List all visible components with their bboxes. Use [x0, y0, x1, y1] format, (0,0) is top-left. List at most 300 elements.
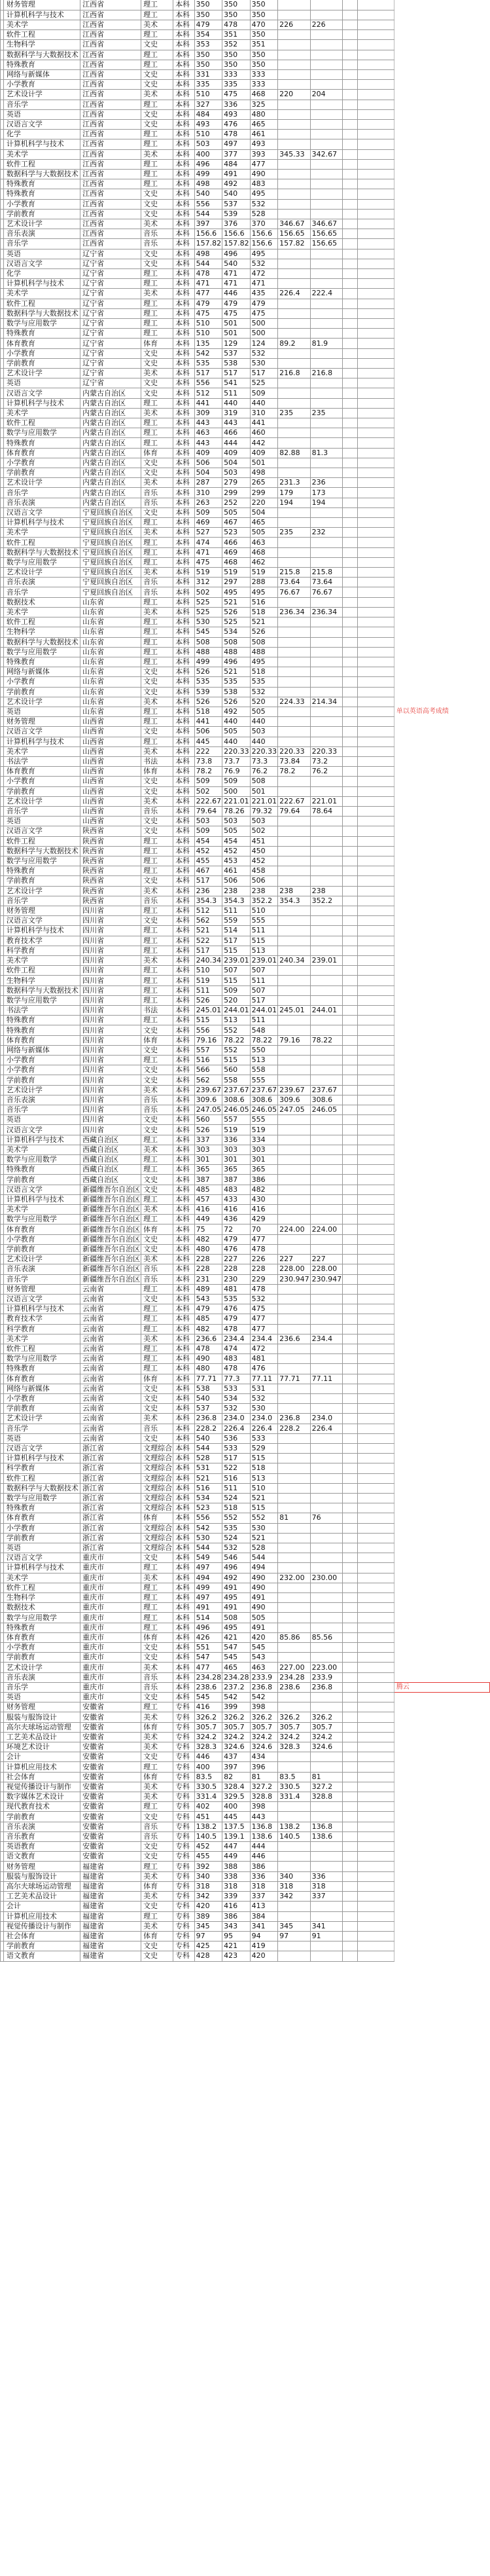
min-score-cell[interactable]: 156.6: [250, 229, 278, 239]
note-cell[interactable]: [394, 1812, 489, 1822]
province-cell[interactable]: 陕西省: [80, 856, 141, 866]
subject-cell[interactable]: 体育: [141, 1772, 173, 1782]
province-cell[interactable]: 四川省: [80, 1056, 141, 1065]
max-score-cell[interactable]: 446: [194, 1752, 222, 1762]
max-score-cell[interactable]: 525: [194, 597, 222, 607]
pro-max-score-cell[interactable]: [278, 1862, 311, 1871]
pro-min-score-cell[interactable]: [310, 119, 343, 129]
major-cell[interactable]: 音乐表演: [3, 1822, 80, 1831]
max-score-cell[interactable]: 350: [194, 0, 222, 10]
empty-cell[interactable]: [343, 1414, 358, 1424]
subject-cell[interactable]: 理工: [141, 1165, 173, 1175]
empty-cell[interactable]: [343, 308, 358, 318]
level-cell[interactable]: 本科: [173, 528, 195, 538]
major-cell[interactable]: 艺术设计学: [3, 1085, 80, 1095]
empty-cell[interactable]: [343, 458, 358, 468]
empty-cell[interactable]: [358, 717, 394, 727]
empty-cell[interactable]: [343, 299, 358, 308]
province-cell[interactable]: 福建省: [80, 1911, 141, 1921]
max-score-cell[interactable]: 354.3: [194, 896, 222, 906]
province-cell[interactable]: 浙江省: [80, 1493, 141, 1503]
pro-max-score-cell[interactable]: [278, 1433, 311, 1443]
pro-max-score-cell[interactable]: [278, 209, 311, 219]
major-cell[interactable]: 环境艺术设计: [3, 1742, 80, 1752]
pro-max-score-cell[interactable]: [278, 100, 311, 109]
empty-cell[interactable]: [358, 308, 394, 318]
major-cell[interactable]: 音乐学: [3, 1682, 80, 1692]
major-cell[interactable]: 化学: [3, 130, 80, 139]
province-cell[interactable]: 新疆维吾尔自治区: [80, 1215, 141, 1224]
min-score-cell[interactable]: 531: [250, 1384, 278, 1393]
min-score-cell[interactable]: 416: [250, 1205, 278, 1215]
note-cell[interactable]: [394, 1284, 489, 1294]
note-cell[interactable]: [394, 727, 489, 737]
empty-cell[interactable]: [358, 737, 394, 746]
major-cell[interactable]: 书法学: [3, 1006, 80, 1016]
major-cell[interactable]: 科学教育: [3, 1324, 80, 1334]
max-score-cell[interactable]: 402: [194, 1802, 222, 1812]
empty-cell[interactable]: [358, 1553, 394, 1563]
subject-cell[interactable]: 文史: [141, 786, 173, 796]
level-cell[interactable]: 本科: [173, 667, 195, 677]
subject-cell[interactable]: 文史: [141, 1075, 173, 1085]
major-cell[interactable]: 生物科学: [3, 40, 80, 50]
major-cell[interactable]: 艺术设计学: [3, 369, 80, 378]
avg-score-cell[interactable]: 483: [222, 1354, 251, 1364]
min-score-cell[interactable]: 136.8: [250, 1822, 278, 1831]
avg-score-cell[interactable]: 230: [222, 1274, 251, 1284]
subject-cell[interactable]: 音乐: [141, 1822, 173, 1831]
empty-cell[interactable]: [358, 906, 394, 915]
note-cell[interactable]: [394, 1344, 489, 1353]
pro-min-score-cell[interactable]: [310, 50, 343, 60]
empty-cell[interactable]: [343, 1902, 358, 1911]
province-cell[interactable]: 江西省: [80, 0, 141, 10]
empty-cell[interactable]: [358, 1454, 394, 1463]
province-cell[interactable]: 宁夏回族自治区: [80, 538, 141, 547]
pro-min-score-cell[interactable]: 215.8: [310, 568, 343, 578]
subject-cell[interactable]: 理工: [141, 1344, 173, 1353]
empty-cell[interactable]: [343, 518, 358, 528]
level-cell[interactable]: 本科: [173, 627, 195, 637]
empty-cell[interactable]: [343, 1433, 358, 1443]
province-cell[interactable]: 重庆市: [80, 1672, 141, 1682]
province-cell[interactable]: 浙江省: [80, 1523, 141, 1533]
note-cell[interactable]: [394, 1035, 489, 1045]
pro-max-score-cell[interactable]: 227: [278, 1255, 311, 1264]
min-score-cell[interactable]: 518: [250, 1463, 278, 1473]
min-score-cell[interactable]: 521: [250, 1533, 278, 1543]
min-score-cell[interactable]: 495: [250, 587, 278, 597]
level-cell[interactable]: 本科: [173, 936, 195, 946]
level-cell[interactable]: 本科: [173, 1443, 195, 1453]
empty-cell[interactable]: [358, 637, 394, 647]
subject-cell[interactable]: 文史: [141, 1951, 173, 1961]
max-score-cell[interactable]: 228: [194, 1264, 222, 1274]
subject-cell[interactable]: 文理综合: [141, 1463, 173, 1473]
max-score-cell[interactable]: 510: [194, 329, 222, 339]
province-cell[interactable]: 安徽省: [80, 1802, 141, 1812]
subject-cell[interactable]: 文史: [141, 1752, 173, 1762]
pro-max-score-cell[interactable]: 79.16: [278, 1035, 311, 1045]
empty-cell[interactable]: [343, 826, 358, 836]
pro-max-score-cell[interactable]: [278, 617, 311, 627]
major-cell[interactable]: 特殊教育: [3, 179, 80, 189]
subject-cell[interactable]: 音乐: [141, 1264, 173, 1274]
note-cell[interactable]: [394, 1503, 489, 1513]
pro-min-score-cell[interactable]: 216.8: [310, 369, 343, 378]
level-cell[interactable]: 本科: [173, 946, 195, 955]
pro-max-score-cell[interactable]: [278, 458, 311, 468]
max-score-cell[interactable]: 479: [194, 1304, 222, 1314]
note-cell[interactable]: [394, 209, 489, 219]
province-cell[interactable]: 四川省: [80, 1006, 141, 1016]
subject-cell[interactable]: 文史: [141, 1384, 173, 1393]
province-cell[interactable]: 江西省: [80, 40, 141, 50]
empty-cell[interactable]: [343, 109, 358, 119]
major-cell[interactable]: 软件工程: [3, 836, 80, 846]
major-cell[interactable]: 美术学: [3, 20, 80, 29]
empty-cell[interactable]: [343, 378, 358, 388]
empty-cell[interactable]: [343, 687, 358, 697]
pro-max-score-cell[interactable]: [278, 1842, 311, 1852]
max-score-cell[interactable]: 345: [194, 1921, 222, 1931]
level-cell[interactable]: 本科: [173, 100, 195, 109]
level-cell[interactable]: 本科: [173, 428, 195, 438]
empty-cell[interactable]: [358, 1244, 394, 1254]
pro-min-score-cell[interactable]: [310, 597, 343, 607]
pro-max-score-cell[interactable]: [278, 1693, 311, 1702]
empty-cell[interactable]: [343, 946, 358, 955]
empty-cell[interactable]: [343, 50, 358, 60]
pro-max-score-cell[interactable]: [278, 657, 311, 667]
level-cell[interactable]: 本科: [173, 20, 195, 29]
level-cell[interactable]: 本科: [173, 308, 195, 318]
pro-min-score-cell[interactable]: 244.01: [310, 1006, 343, 1016]
min-score-cell[interactable]: 477: [250, 159, 278, 169]
empty-cell[interactable]: [358, 1831, 394, 1841]
empty-cell[interactable]: [358, 60, 394, 69]
note-cell[interactable]: [394, 1384, 489, 1393]
empty-cell[interactable]: [343, 488, 358, 498]
max-score-cell[interactable]: 514: [194, 1613, 222, 1623]
note-cell[interactable]: [394, 1871, 489, 1881]
pro-min-score-cell[interactable]: 81: [310, 1772, 343, 1782]
max-score-cell[interactable]: 467: [194, 866, 222, 876]
level-cell[interactable]: 专科: [173, 1812, 195, 1822]
min-score-cell[interactable]: 511: [250, 976, 278, 985]
max-score-cell[interactable]: 350: [194, 50, 222, 60]
empty-cell[interactable]: [358, 1354, 394, 1364]
avg-score-cell[interactable]: 525: [222, 617, 251, 627]
major-cell[interactable]: 学前教育: [3, 209, 80, 219]
empty-cell[interactable]: [343, 697, 358, 707]
level-cell[interactable]: 本科: [173, 1314, 195, 1324]
province-cell[interactable]: 新疆维吾尔自治区: [80, 1224, 141, 1234]
pro-max-score-cell[interactable]: [278, 1364, 311, 1374]
min-score-cell[interactable]: 398: [250, 1802, 278, 1812]
empty-cell[interactable]: [343, 846, 358, 856]
province-cell[interactable]: 宁夏回族自治区: [80, 547, 141, 557]
empty-cell[interactable]: [358, 498, 394, 507]
pro-max-score-cell[interactable]: 309.6: [278, 1095, 311, 1105]
empty-cell[interactable]: [358, 249, 394, 259]
empty-cell[interactable]: [358, 1155, 394, 1165]
level-cell[interactable]: 本科: [173, 926, 195, 936]
major-cell[interactable]: 计算机科学与技术: [3, 10, 80, 20]
min-score-cell[interactable]: 498: [250, 468, 278, 478]
empty-cell[interactable]: [343, 737, 358, 746]
pro-min-score-cell[interactable]: [310, 1384, 343, 1393]
pro-min-score-cell[interactable]: 76.2: [310, 767, 343, 777]
note-cell[interactable]: [394, 50, 489, 60]
max-score-cell[interactable]: 515: [194, 1016, 222, 1025]
province-cell[interactable]: 山东省: [80, 657, 141, 667]
empty-cell[interactable]: [358, 1314, 394, 1324]
empty-cell[interactable]: [358, 1842, 394, 1852]
min-score-cell[interactable]: 477: [250, 1234, 278, 1244]
pro-min-score-cell[interactable]: [310, 1056, 343, 1065]
pro-max-score-cell[interactable]: [278, 428, 311, 438]
pro-min-score-cell[interactable]: [310, 727, 343, 737]
empty-cell[interactable]: [358, 1006, 394, 1016]
max-score-cell[interactable]: 498: [194, 249, 222, 259]
province-cell[interactable]: 西藏自治区: [80, 1145, 141, 1154]
max-score-cell[interactable]: 502: [194, 786, 222, 796]
empty-cell[interactable]: [343, 607, 358, 617]
max-score-cell[interactable]: 496: [194, 1623, 222, 1632]
province-cell[interactable]: 重庆市: [80, 1573, 141, 1583]
max-score-cell[interactable]: 534: [194, 1493, 222, 1503]
pro-max-score-cell[interactable]: [278, 926, 311, 936]
pro-min-score-cell[interactable]: [310, 1284, 343, 1294]
province-cell[interactable]: 四川省: [80, 1105, 141, 1115]
level-cell[interactable]: 本科: [173, 786, 195, 796]
empty-cell[interactable]: [358, 130, 394, 139]
max-score-cell[interactable]: 549: [194, 1553, 222, 1563]
empty-cell[interactable]: [343, 1463, 358, 1473]
subject-cell[interactable]: 美术: [141, 149, 173, 159]
empty-cell[interactable]: [358, 1902, 394, 1911]
level-cell[interactable]: 本科: [173, 1284, 195, 1294]
pro-min-score-cell[interactable]: [310, 130, 343, 139]
note-cell[interactable]: [394, 398, 489, 408]
subject-cell[interactable]: 理工: [141, 1155, 173, 1165]
max-score-cell[interactable]: 350: [194, 10, 222, 20]
pro-max-score-cell[interactable]: [278, 40, 311, 50]
empty-cell[interactable]: [343, 90, 358, 100]
subject-cell[interactable]: 文理综合: [141, 1503, 173, 1513]
min-score-cell[interactable]: 511: [250, 926, 278, 936]
level-cell[interactable]: 本科: [173, 647, 195, 657]
empty-cell[interactable]: [343, 817, 358, 826]
province-cell[interactable]: 安徽省: [80, 1812, 141, 1822]
avg-score-cell[interactable]: 495: [222, 1593, 251, 1603]
province-cell[interactable]: 浙江省: [80, 1513, 141, 1523]
note-cell[interactable]: [394, 1234, 489, 1244]
level-cell[interactable]: 本科: [173, 0, 195, 10]
empty-cell[interactable]: [343, 1304, 358, 1314]
pro-max-score-cell[interactable]: [278, 0, 311, 10]
empty-cell[interactable]: [358, 1653, 394, 1663]
min-score-cell[interactable]: 526: [250, 627, 278, 637]
avg-score-cell[interactable]: 234.28: [222, 1672, 251, 1682]
level-cell[interactable]: 本科: [173, 1523, 195, 1533]
pro-min-score-cell[interactable]: [310, 40, 343, 50]
avg-score-cell[interactable]: 303: [222, 1145, 251, 1154]
avg-score-cell[interactable]: 519: [222, 568, 251, 578]
pro-max-score-cell[interactable]: 79.64: [278, 806, 311, 816]
min-score-cell[interactable]: 509: [250, 388, 278, 398]
major-cell[interactable]: 艺术设计学: [3, 219, 80, 229]
avg-score-cell[interactable]: 488: [222, 647, 251, 657]
empty-cell[interactable]: [343, 756, 358, 766]
pro-min-score-cell[interactable]: [310, 308, 343, 318]
major-cell[interactable]: 美术学: [3, 289, 80, 299]
max-score-cell[interactable]: 506: [194, 727, 222, 737]
pro-min-score-cell[interactable]: [310, 687, 343, 697]
max-score-cell[interactable]: 478: [194, 268, 222, 278]
min-score-cell[interactable]: 419: [250, 1941, 278, 1951]
level-cell[interactable]: 本科: [173, 1056, 195, 1065]
subject-cell[interactable]: 理工: [141, 398, 173, 408]
major-cell[interactable]: 计算机科学与技术: [3, 1304, 80, 1314]
min-score-cell[interactable]: 156.6: [250, 239, 278, 249]
pro-max-score-cell[interactable]: 247.05: [278, 1105, 311, 1115]
major-cell[interactable]: 特殊教育: [3, 1025, 80, 1035]
avg-score-cell[interactable]: 336: [222, 100, 251, 109]
pro-min-score-cell[interactable]: [310, 199, 343, 209]
major-cell[interactable]: 小学教育: [3, 1234, 80, 1244]
level-cell[interactable]: 本科: [173, 438, 195, 448]
avg-score-cell[interactable]: 492: [222, 179, 251, 189]
max-score-cell[interactable]: 478: [194, 1344, 222, 1353]
max-score-cell[interactable]: 522: [194, 936, 222, 946]
province-cell[interactable]: 江西省: [80, 239, 141, 249]
pro-max-score-cell[interactable]: [278, 308, 311, 318]
pro-max-score-cell[interactable]: [278, 1623, 311, 1632]
pro-max-score-cell[interactable]: [278, 1493, 311, 1503]
province-cell[interactable]: 安徽省: [80, 1782, 141, 1792]
empty-cell[interactable]: [343, 677, 358, 687]
avg-score-cell[interactable]: 521: [222, 597, 251, 607]
max-score-cell[interactable]: 426: [194, 1632, 222, 1642]
min-score-cell[interactable]: 542: [250, 1693, 278, 1702]
empty-cell[interactable]: [358, 1693, 394, 1702]
pro-max-score-cell[interactable]: 345.33: [278, 149, 311, 159]
min-score-cell[interactable]: 530: [250, 1523, 278, 1533]
empty-cell[interactable]: [343, 1324, 358, 1334]
empty-cell[interactable]: [358, 1085, 394, 1095]
empty-cell[interactable]: [343, 1145, 358, 1154]
empty-cell[interactable]: [343, 219, 358, 229]
level-cell[interactable]: 本科: [173, 1693, 195, 1702]
avg-score-cell[interactable]: 560: [222, 1065, 251, 1075]
pro-max-score-cell[interactable]: 179: [278, 488, 311, 498]
note-cell[interactable]: [394, 1672, 489, 1682]
subject-cell[interactable]: 理工: [141, 518, 173, 528]
avg-score-cell[interactable]: 478: [222, 20, 251, 29]
major-cell[interactable]: 小学教育: [3, 777, 80, 786]
empty-cell[interactable]: [343, 637, 358, 647]
empty-cell[interactable]: [358, 806, 394, 816]
pro-min-score-cell[interactable]: [310, 169, 343, 179]
empty-cell[interactable]: [343, 0, 358, 10]
min-score-cell[interactable]: 350: [250, 0, 278, 10]
major-cell[interactable]: 学前教育: [3, 687, 80, 697]
pro-min-score-cell[interactable]: [310, 1205, 343, 1215]
pro-max-score-cell[interactable]: [278, 1205, 311, 1215]
pro-max-score-cell[interactable]: 236.8: [278, 1414, 311, 1424]
subject-cell[interactable]: 音乐: [141, 1682, 173, 1692]
avg-score-cell[interactable]: 538: [222, 358, 251, 368]
pro-max-score-cell[interactable]: [278, 1653, 311, 1663]
min-score-cell[interactable]: 483: [250, 179, 278, 189]
pro-min-score-cell[interactable]: [310, 1294, 343, 1304]
avg-score-cell[interactable]: 387: [222, 1175, 251, 1185]
max-score-cell[interactable]: 504: [194, 468, 222, 478]
empty-cell[interactable]: [343, 1852, 358, 1862]
pro-min-score-cell[interactable]: 236: [310, 478, 343, 488]
pro-min-score-cell[interactable]: 341: [310, 1921, 343, 1931]
empty-cell[interactable]: [343, 119, 358, 129]
note-cell[interactable]: [394, 1593, 489, 1603]
empty-cell[interactable]: [358, 40, 394, 50]
major-cell[interactable]: 语文教育: [3, 1951, 80, 1961]
pro-min-score-cell[interactable]: [310, 1165, 343, 1175]
province-cell[interactable]: 宁夏回族自治区: [80, 507, 141, 517]
min-score-cell[interactable]: 246.05: [250, 1105, 278, 1115]
subject-cell[interactable]: 体育: [141, 1513, 173, 1523]
subject-cell[interactable]: 文史: [141, 209, 173, 219]
major-cell[interactable]: 化学: [3, 268, 80, 278]
major-cell[interactable]: 英语: [3, 249, 80, 259]
pro-max-score-cell[interactable]: 330.5: [278, 1782, 311, 1792]
empty-cell[interactable]: [343, 1045, 358, 1055]
max-score-cell[interactable]: 484: [194, 109, 222, 119]
pro-min-score-cell[interactable]: [310, 786, 343, 796]
max-score-cell[interactable]: 517: [194, 369, 222, 378]
subject-cell[interactable]: 理工: [141, 130, 173, 139]
note-cell[interactable]: [394, 90, 489, 100]
note-cell[interactable]: [394, 348, 489, 358]
subject-cell[interactable]: 理工: [141, 1304, 173, 1314]
empty-cell[interactable]: [358, 388, 394, 398]
level-cell[interactable]: 本科: [173, 1643, 195, 1653]
note-cell[interactable]: [394, 159, 489, 169]
min-score-cell[interactable]: 234.0: [250, 1414, 278, 1424]
major-cell[interactable]: 网络与新媒体: [3, 667, 80, 677]
max-score-cell[interactable]: 509: [194, 826, 222, 836]
avg-score-cell[interactable]: 520: [222, 995, 251, 1005]
level-cell[interactable]: 专科: [173, 1921, 195, 1931]
level-cell[interactable]: 本科: [173, 826, 195, 836]
major-cell[interactable]: 财务管理: [3, 0, 80, 10]
note-cell[interactable]: [394, 1404, 489, 1414]
min-score-cell[interactable]: 535: [250, 677, 278, 687]
empty-cell[interactable]: [358, 239, 394, 249]
avg-score-cell[interactable]: 508: [222, 1613, 251, 1623]
major-cell[interactable]: 汉语言文学: [3, 388, 80, 398]
subject-cell[interactable]: 音乐: [141, 578, 173, 587]
note-cell[interactable]: [394, 1732, 489, 1742]
pro-max-score-cell[interactable]: 83.5: [278, 1772, 311, 1782]
min-score-cell[interactable]: 472: [250, 268, 278, 278]
level-cell[interactable]: 本科: [173, 1543, 195, 1553]
pro-min-score-cell[interactable]: 226: [310, 20, 343, 29]
min-score-cell[interactable]: 515: [250, 1454, 278, 1463]
max-score-cell[interactable]: 544: [194, 1543, 222, 1553]
